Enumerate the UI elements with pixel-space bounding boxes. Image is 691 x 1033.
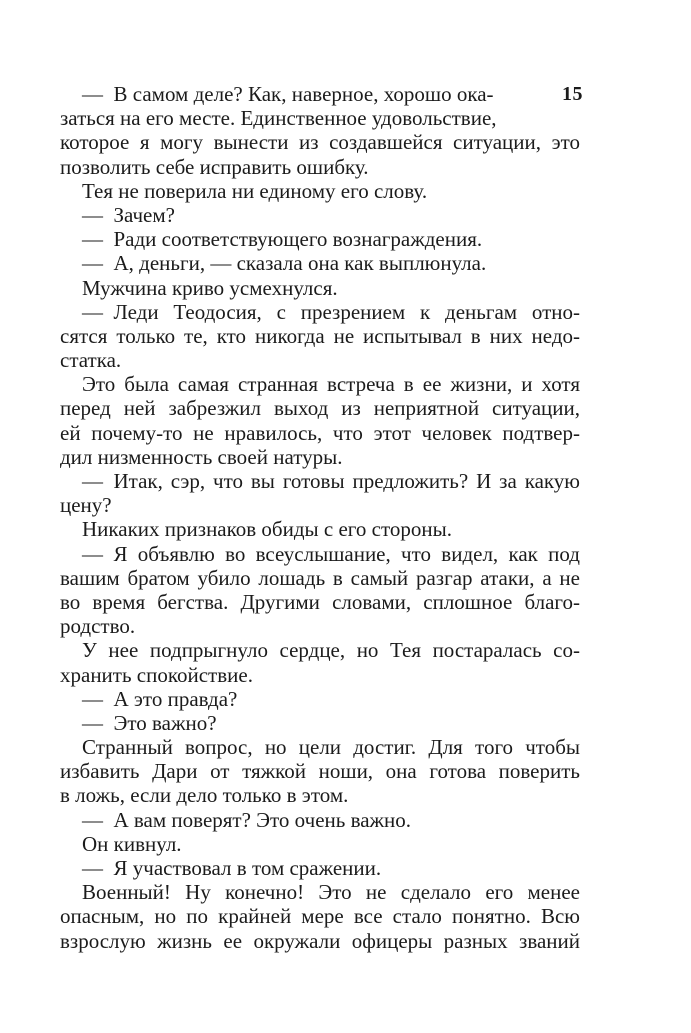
text-line: ей почему-то не нравилось, что этот человек подтвер-: [60, 420, 580, 445]
paragraph: [60, 856, 580, 880]
paragraph: [60, 82, 580, 179]
text-line: — В самом деле? Как, наверное, хорошо ока-: [82, 82, 494, 106]
text-line: хранить спокойствие.: [60, 662, 253, 687]
text-line: — Я объявлю во всеуслышание, что видел, как под: [82, 541, 580, 566]
paragraph: [60, 542, 580, 639]
text-line: дил низменность своей натуры.: [60, 444, 343, 469]
text-line: родство.: [60, 614, 136, 639]
paragraph: [60, 687, 580, 711]
text-line: У нее подпрыгнуло сердце, но Тея постаралась со-: [82, 638, 580, 663]
text-line: в ложь, если дело только в этом.: [60, 783, 349, 808]
text-line: Это была самая странная встреча в ее жизни, и хотя: [82, 372, 580, 397]
paragraph: [60, 276, 580, 300]
text-line: Странный вопрос, но цели достиг. Для того чтобы: [82, 735, 580, 760]
text-line: — А, деньги, — сказала она как выплюнула.: [82, 251, 487, 276]
text-line: — А вам поверят? Это очень важно.: [82, 807, 412, 832]
text-line: — Итак, сэр, что вы готовы предложить? И за какую: [82, 469, 580, 493]
text-line: статка.: [60, 348, 122, 373]
paragraph: [60, 517, 580, 541]
paragraph: [60, 880, 580, 953]
text-line: Мужчина криво усмехнулся.: [82, 275, 338, 300]
paragraph: [60, 735, 580, 808]
text-line: — А это правда?: [82, 686, 238, 711]
text-line: избавить Дари от тяжкой ноши, она готова поверить: [60, 759, 580, 784]
text-line: вашим братом убило лошадь в самый разгар атаки, а не: [60, 565, 580, 590]
text-line: Никаких признаков обиды с его стороны.: [82, 517, 452, 542]
paragraph: [60, 832, 580, 856]
text-line: опасным, но по крайней мере все стало понятно. Всю: [60, 904, 580, 929]
text-line: Тея не поверила ни единому его слову.: [82, 178, 428, 203]
paragraph: [60, 638, 580, 686]
paragraph: [60, 227, 580, 251]
paragraph: [60, 251, 580, 275]
text-line: взрослую жизнь ее окружали офицеры разных званий: [60, 928, 580, 953]
paragraph: [60, 300, 580, 373]
text-line: во время бегства. Другими словами, сплошное благо-: [60, 589, 580, 614]
paragraph: [60, 372, 580, 469]
text-line: сятся только те, кто никогда не испытывал в них недо-: [60, 323, 580, 348]
text-line: — Леди Теодосия, с презрением к деньгам отно-: [82, 299, 580, 324]
text-line: — Зачем?: [82, 202, 175, 227]
page-text: [60, 82, 580, 953]
text-line: — Это важно?: [82, 710, 217, 735]
paragraph: [60, 711, 580, 735]
text-line: Военный! Ну конечно! Это не сделало его менее: [82, 880, 580, 905]
paragraph: [60, 179, 580, 203]
text-line: позволить себе исправить ошибку.: [60, 154, 369, 179]
text-line: — Ради соответствующего вознаграждения.: [82, 227, 483, 252]
paragraph: [60, 469, 580, 517]
text-line: Он кивнул.: [82, 831, 182, 856]
text-line: перед ней забрезжил выход из неприятной ситуации,: [60, 396, 580, 421]
paragraph: [60, 203, 580, 227]
paragraph: [60, 808, 580, 832]
page-number: 15: [562, 83, 583, 105]
text-line: которое я могу вынести из создавшейся ситуации, это: [60, 130, 580, 155]
text-line: цену?: [60, 493, 112, 518]
text-line: заться на его месте. Единственное удовольствие,: [60, 106, 497, 131]
text-line: — Я участвовал в том сражении.: [82, 856, 382, 880]
